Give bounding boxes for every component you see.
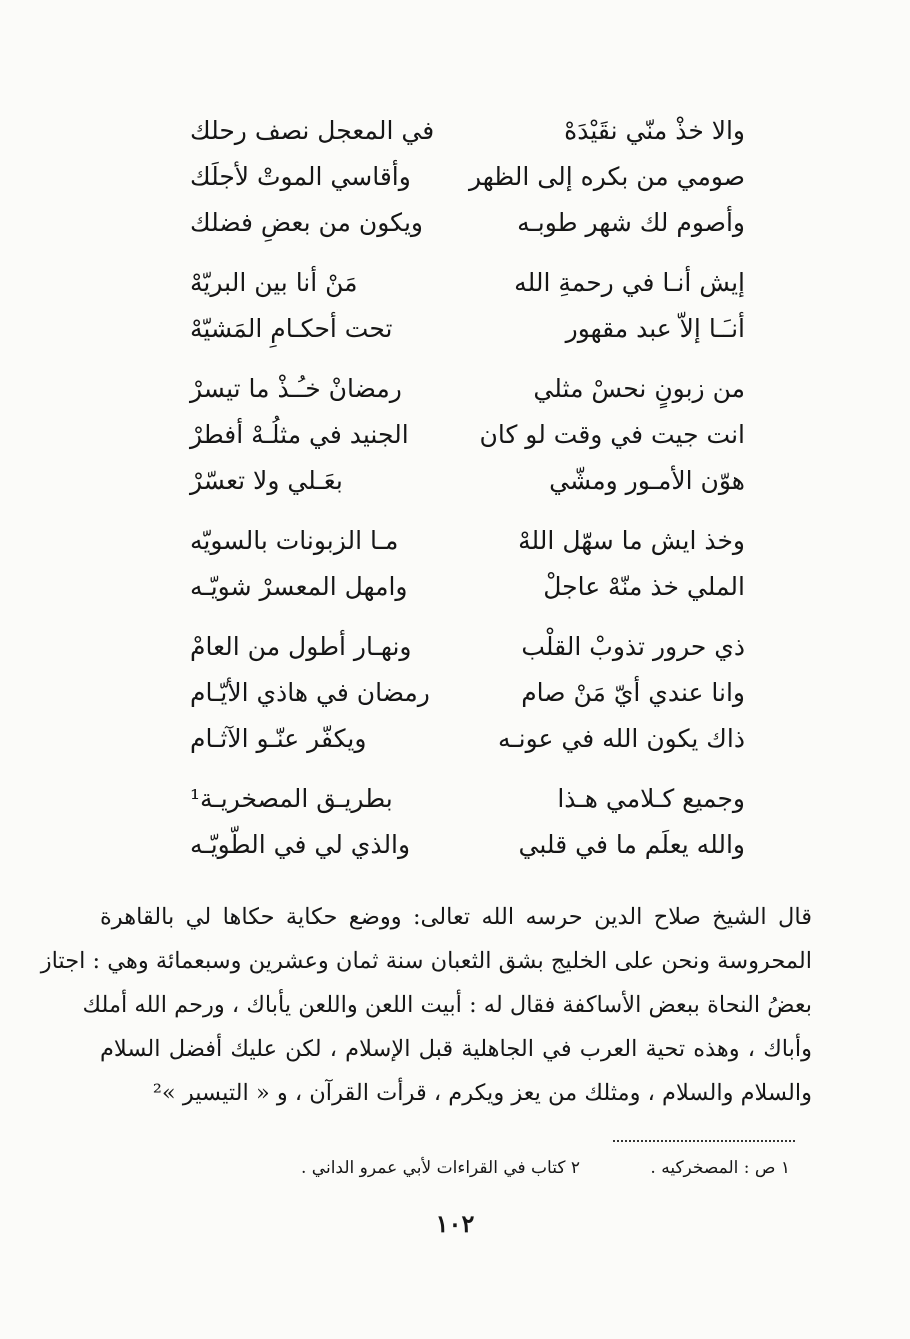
poem-stanza — [190, 776, 745, 868]
prose-line: وأباك ، وهذه تحية العرب في الجاهلية قبل الإسلام ، لكن عليك أفضل السلام — [100, 1036, 812, 1062]
poem-verse — [190, 716, 745, 762]
verse-second-hemistich: والذي لي في الطّويّـه — [190, 830, 411, 859]
poem-stanza — [190, 624, 745, 762]
poem-verse — [190, 154, 745, 200]
footnote-2: ٢ كتاب في القراءات لأبي عمرو الداني . — [300, 1158, 580, 1178]
verse-first-hemistich: هوّن الأمـور ومشّي — [549, 466, 745, 495]
poem-stanza — [190, 518, 745, 610]
verse-first-hemistich: والا خذْ منّي نقَيْدَهْ — [564, 116, 745, 145]
poem — [190, 108, 745, 882]
poem-verse — [190, 306, 745, 352]
verse-second-hemistich: مـا الزبونات بالسويّه — [190, 526, 399, 555]
poem-verse — [190, 822, 745, 868]
poem-verse — [190, 412, 745, 458]
verse-second-hemistich: بطريـق المصخريـة¹ — [190, 784, 393, 813]
poem-verse — [190, 108, 745, 154]
poem-verse — [190, 200, 745, 246]
poem-verse — [190, 564, 745, 610]
footnote-1: ١ ص : المصخركيه . — [650, 1158, 790, 1178]
verse-second-hemistich: رمضان في هاذي الأيّـام — [190, 678, 430, 707]
verse-second-hemistich: رمضانْ خـُـذْ ما تيسرْ — [190, 374, 402, 403]
verse-first-hemistich: ذي حرور تذوبْ القلْب — [521, 632, 745, 661]
poem-stanza — [190, 260, 745, 352]
verse-first-hemistich: وأصوم لك شهر طوبـه — [517, 208, 745, 237]
verse-first-hemistich: صومي من بكره إلى الظهر — [468, 162, 745, 191]
prose-line: قال الشيخ صلاح الدين حرسه الله تعالى: ووضع حكاية حكاها لي بالقاهرة — [100, 904, 812, 930]
verse-first-hemistich: وخذ ايش ما سهّل اللهْ — [518, 526, 745, 555]
prose-line: المحروسة ونحن على الخليج بشق الثعبان سنة ثمان وعشرين وسبعمائة وهي : اجتاز — [40, 948, 812, 974]
verse-first-hemistich: الملي خذ منّهْ عاجلْ — [543, 572, 745, 601]
verse-first-hemistich: إيش أنـا في رحمةِ الله — [514, 268, 745, 297]
verse-first-hemistich: أنـَـا إلاّ عبد مقهور — [565, 314, 745, 343]
poem-verse — [190, 458, 745, 504]
page-number: ١٠٢ — [435, 1209, 475, 1238]
verse-second-hemistich: ويكون من بعضِ فضلك — [190, 208, 423, 237]
poem-verse — [190, 260, 745, 306]
verse-second-hemistich: وأقاسي الموتْ لأجلَك — [190, 162, 411, 191]
verse-first-hemistich: والله يعلَم ما في قلبي — [518, 830, 745, 859]
footnotes — [200, 1150, 790, 1186]
poem-verse — [190, 624, 745, 670]
poem-verse — [190, 518, 745, 564]
poem-verse — [190, 366, 745, 412]
prose-line: والسلام والسلام ، ومثلك من يعز ويكرم ، قرأت القرآن ، و « التيسير »² — [152, 1080, 812, 1106]
prose-line: بعضُ النحاة ببعض الأساكفة فقال له : أبيت اللعن واللعن يأباك ، ورحم الله أملك — [82, 992, 812, 1018]
verse-second-hemistich: ونهـار أطول من العامْ — [190, 632, 412, 661]
poem-stanza — [190, 108, 745, 246]
verse-first-hemistich: وانا عندي أيّ مَنْ صام — [521, 678, 745, 707]
verse-second-hemistich: بعَـلي ولا تعسّرْ — [190, 466, 343, 495]
verse-second-hemistich: وامهل المعسرْ شويّـه — [190, 572, 408, 601]
footnote-separator — [613, 1140, 795, 1142]
verse-second-hemistich: ويكفّر عنّـو الآثـام — [190, 724, 367, 753]
verse-second-hemistich: تحت أحكـامِ المَشيّهْ — [190, 314, 393, 343]
poem-verse — [190, 670, 745, 716]
verse-first-hemistich: من زبونٍ نحسْ مثلي — [533, 374, 745, 403]
poem-stanza — [190, 366, 745, 504]
verse-second-hemistich: في المعجل نصف رحلك — [190, 116, 435, 145]
poem-verse — [190, 776, 745, 822]
verse-first-hemistich: ذاك يكون الله في عونـه — [497, 724, 745, 753]
verse-second-hemistich: الجنيد في مثلُـهْ أفطرْ — [190, 420, 409, 449]
verse-first-hemistich: وجميع كـلامي هـذا — [557, 784, 745, 813]
verse-first-hemistich: انت جيت في وقت لو كان — [479, 420, 745, 449]
verse-second-hemistich: مَنْ أنا بين البريّهْ — [190, 268, 358, 297]
prose-paragraph — [40, 895, 812, 1115]
